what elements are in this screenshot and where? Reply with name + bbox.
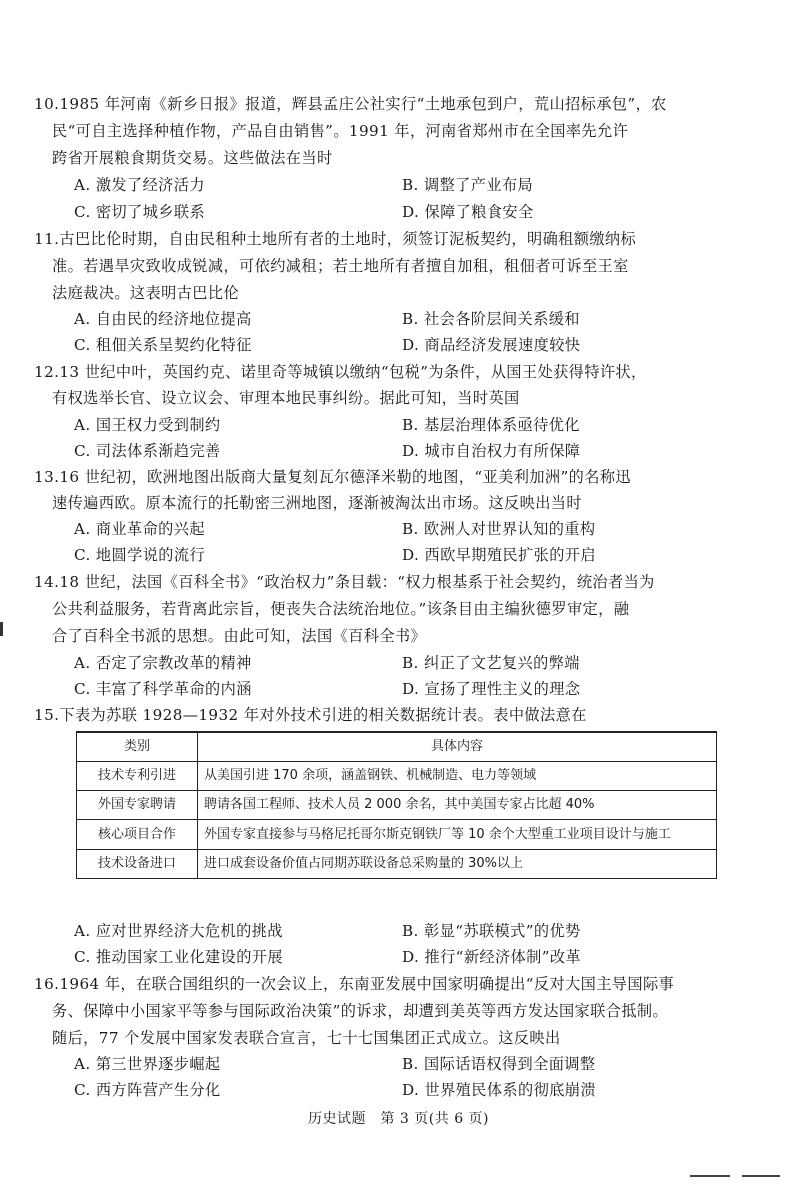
table-header-content: 具体内容 xyxy=(198,732,717,762)
q10-option-c: C. 密切了城乡联系 xyxy=(74,203,206,221)
q16-option-b: B. 国际话语权得到全面调整 xyxy=(402,1055,596,1073)
q15-option-b: B. 彰显“苏联模式”的优势 xyxy=(402,922,581,940)
q12-option-a: A. 国王权力受到制约 xyxy=(74,416,221,434)
q10-option-a: A. 激发了经济活力 xyxy=(74,176,205,194)
q13-stem-line-2: 速传遍西欧。原本流行的托勒密三洲地图，逐渐被淘汰出市场。这反映出当时 xyxy=(52,494,582,512)
q11-stem-line-3: 法庭裁决。这表明古巴比伦 xyxy=(52,284,240,302)
q12-option-c: C. 司法体系渐趋完善 xyxy=(74,442,221,460)
q12-option-d: D. 城市自治权力有所保障 xyxy=(402,442,581,460)
q11-option-a: A. 自由民的经济地位提高 xyxy=(74,310,252,328)
q16-option-a: A. 第三世界逐步崛起 xyxy=(74,1055,221,1073)
q15-option-a: A. 应对世界经济大危机的挑战 xyxy=(74,922,283,940)
q12-stem-line-1: 12.13 世纪中叶，英国约克、诺里奇等城镇以缴纳“包税”为条件，从国王处获得特许状， xyxy=(34,363,647,381)
table-row xyxy=(77,791,717,820)
q15-option-c: C. 推动国家工业化建设的开展 xyxy=(74,948,283,966)
q11-stem-line-2: 准。若遇旱灾致收成锐减，可依约减租；若土地所有者擅自加租，租佃者可诉至王室 xyxy=(52,257,629,275)
q16-option-d: D. 世界殖民体系的彻底崩溃 xyxy=(402,1081,596,1099)
q15-data-table xyxy=(76,731,717,879)
q14-option-a: A. 否定了宗教改革的精神 xyxy=(74,654,252,672)
q13-option-b: B. 欧洲人对世界认知的重构 xyxy=(402,520,596,538)
q15-option-d: D. 推行“新经济体制”改革 xyxy=(402,948,582,966)
q10-stem-line-3: 跨省开展粮食期货交易。这些做法在当时 xyxy=(52,149,333,167)
table-row xyxy=(77,762,717,791)
table-row xyxy=(77,850,717,879)
table-header-row xyxy=(77,732,717,762)
q16-stem-line-2: 务、保障中小国家平等参与国际政治决策”的诉求，却遭到美英等西方发达国家联合抵制。 xyxy=(52,1002,669,1020)
q15-stem-line-1: 15.下表为苏联 1928—1932 年对外技术引进的相关数据统计表。表中做法意在 xyxy=(34,706,587,724)
q14-option-b: B. 纠正了文艺复兴的弊端 xyxy=(402,654,580,672)
q12-stem-line-2: 有权选举长官、设立议会、审理本地民事纠纷。据此可知，当时英国 xyxy=(52,389,520,407)
q14-option-c: C. 丰富了科学革命的内涵 xyxy=(74,680,252,698)
q16-option-c: C. 西方阵营产生分化 xyxy=(74,1081,221,1099)
q13-option-c: C. 地圆学说的流行 xyxy=(74,546,206,564)
table-row xyxy=(77,820,717,850)
table-cell-content: 外国专家直接参与马格尼托哥尔斯克钢铁厂等 10 余个大型重工业项目设计与施工 xyxy=(198,820,717,850)
q16-stem-line-1: 16.1964 年，在联合国组织的一次会议上，东南亚发展中国家明确提出“反对大国主导国际事 xyxy=(34,975,675,993)
table-cell-content: 聘请各国工程师、技术人员 2 000 余名，其中美国专家占比超 40% xyxy=(198,791,717,820)
q11-stem-line-1: 11.古巴比伦时期，自由民租种土地所有者的土地时，须签订泥板契约，明确租额缴纳标 xyxy=(34,230,637,248)
table-cell-content: 进口成套设备价值占同期苏联设备总采购量的 30%以上 xyxy=(198,850,717,879)
binding-mark xyxy=(0,622,3,636)
q14-stem-line-3: 合了百科全书派的思想。由此可知，法国《百科全书》 xyxy=(52,627,427,645)
q10-option-d: D. 保障了粮食安全 xyxy=(402,203,534,221)
scan-artifact-line xyxy=(742,1175,780,1177)
table-cell-category: 技术专利引进 xyxy=(77,762,198,791)
q16-stem-line-3: 随后，77 个发展中国家发表联合宣言，七十七国集团正式成立。这反映出 xyxy=(52,1029,561,1047)
q14-stem-line-1: 14.18 世纪，法国《百科全书》“政治权力”条目载：“权力根基系于社会契约，统治者当为 xyxy=(34,573,655,591)
table-cell-category: 技术设备进口 xyxy=(77,850,198,879)
table-header-category: 类别 xyxy=(77,732,198,762)
q13-option-d: D. 西欧早期殖民扩张的开启 xyxy=(402,546,596,564)
page-footer: 历史试题 第 3 页(共 6 页) xyxy=(307,1111,490,1127)
q11-option-d: D. 商品经济发展速度较快 xyxy=(402,336,581,354)
table-cell-category: 外国专家聘请 xyxy=(77,791,198,820)
q12-option-b: B. 基层治理体系亟待优化 xyxy=(402,416,580,434)
q13-option-a: A. 商业革命的兴起 xyxy=(74,520,205,538)
q10-stem-line-1: 10.1985 年河南《新乡日报》报道，辉县孟庄公社实行“土地承包到户，荒山招标承包”，农 xyxy=(34,95,667,113)
q13-stem-line-1: 13.16 世纪初，欧洲地图出版商大量复刻瓦尔德泽米勒的地图，“亚美利加洲”的名称迅 xyxy=(34,468,632,486)
q11-option-c: C. 租佃关系呈契约化特征 xyxy=(74,336,252,354)
q11-option-b: B. 社会各阶层间关系缓和 xyxy=(402,310,580,328)
q14-option-d: D. 宣扬了理性主义的理念 xyxy=(402,680,581,698)
table-cell-category: 核心项目合作 xyxy=(77,820,198,850)
q14-stem-line-2: 公共利益服务，若背离此宗旨，便丧失合法统治地位。”该条目由主编狄德罗审定，融 xyxy=(52,600,630,618)
scan-artifact-line xyxy=(690,1175,730,1177)
table-cell-content: 从美国引进 170 余项，涵盖钢铁、机械制造、电力等领域 xyxy=(198,762,717,791)
q10-option-b: B. 调整了产业布局 xyxy=(402,176,534,194)
q10-stem-line-2: 民“可自主选择种植作物，产品自由销售”。1991 年，河南省郑州市在全国率先允许 xyxy=(52,122,629,140)
